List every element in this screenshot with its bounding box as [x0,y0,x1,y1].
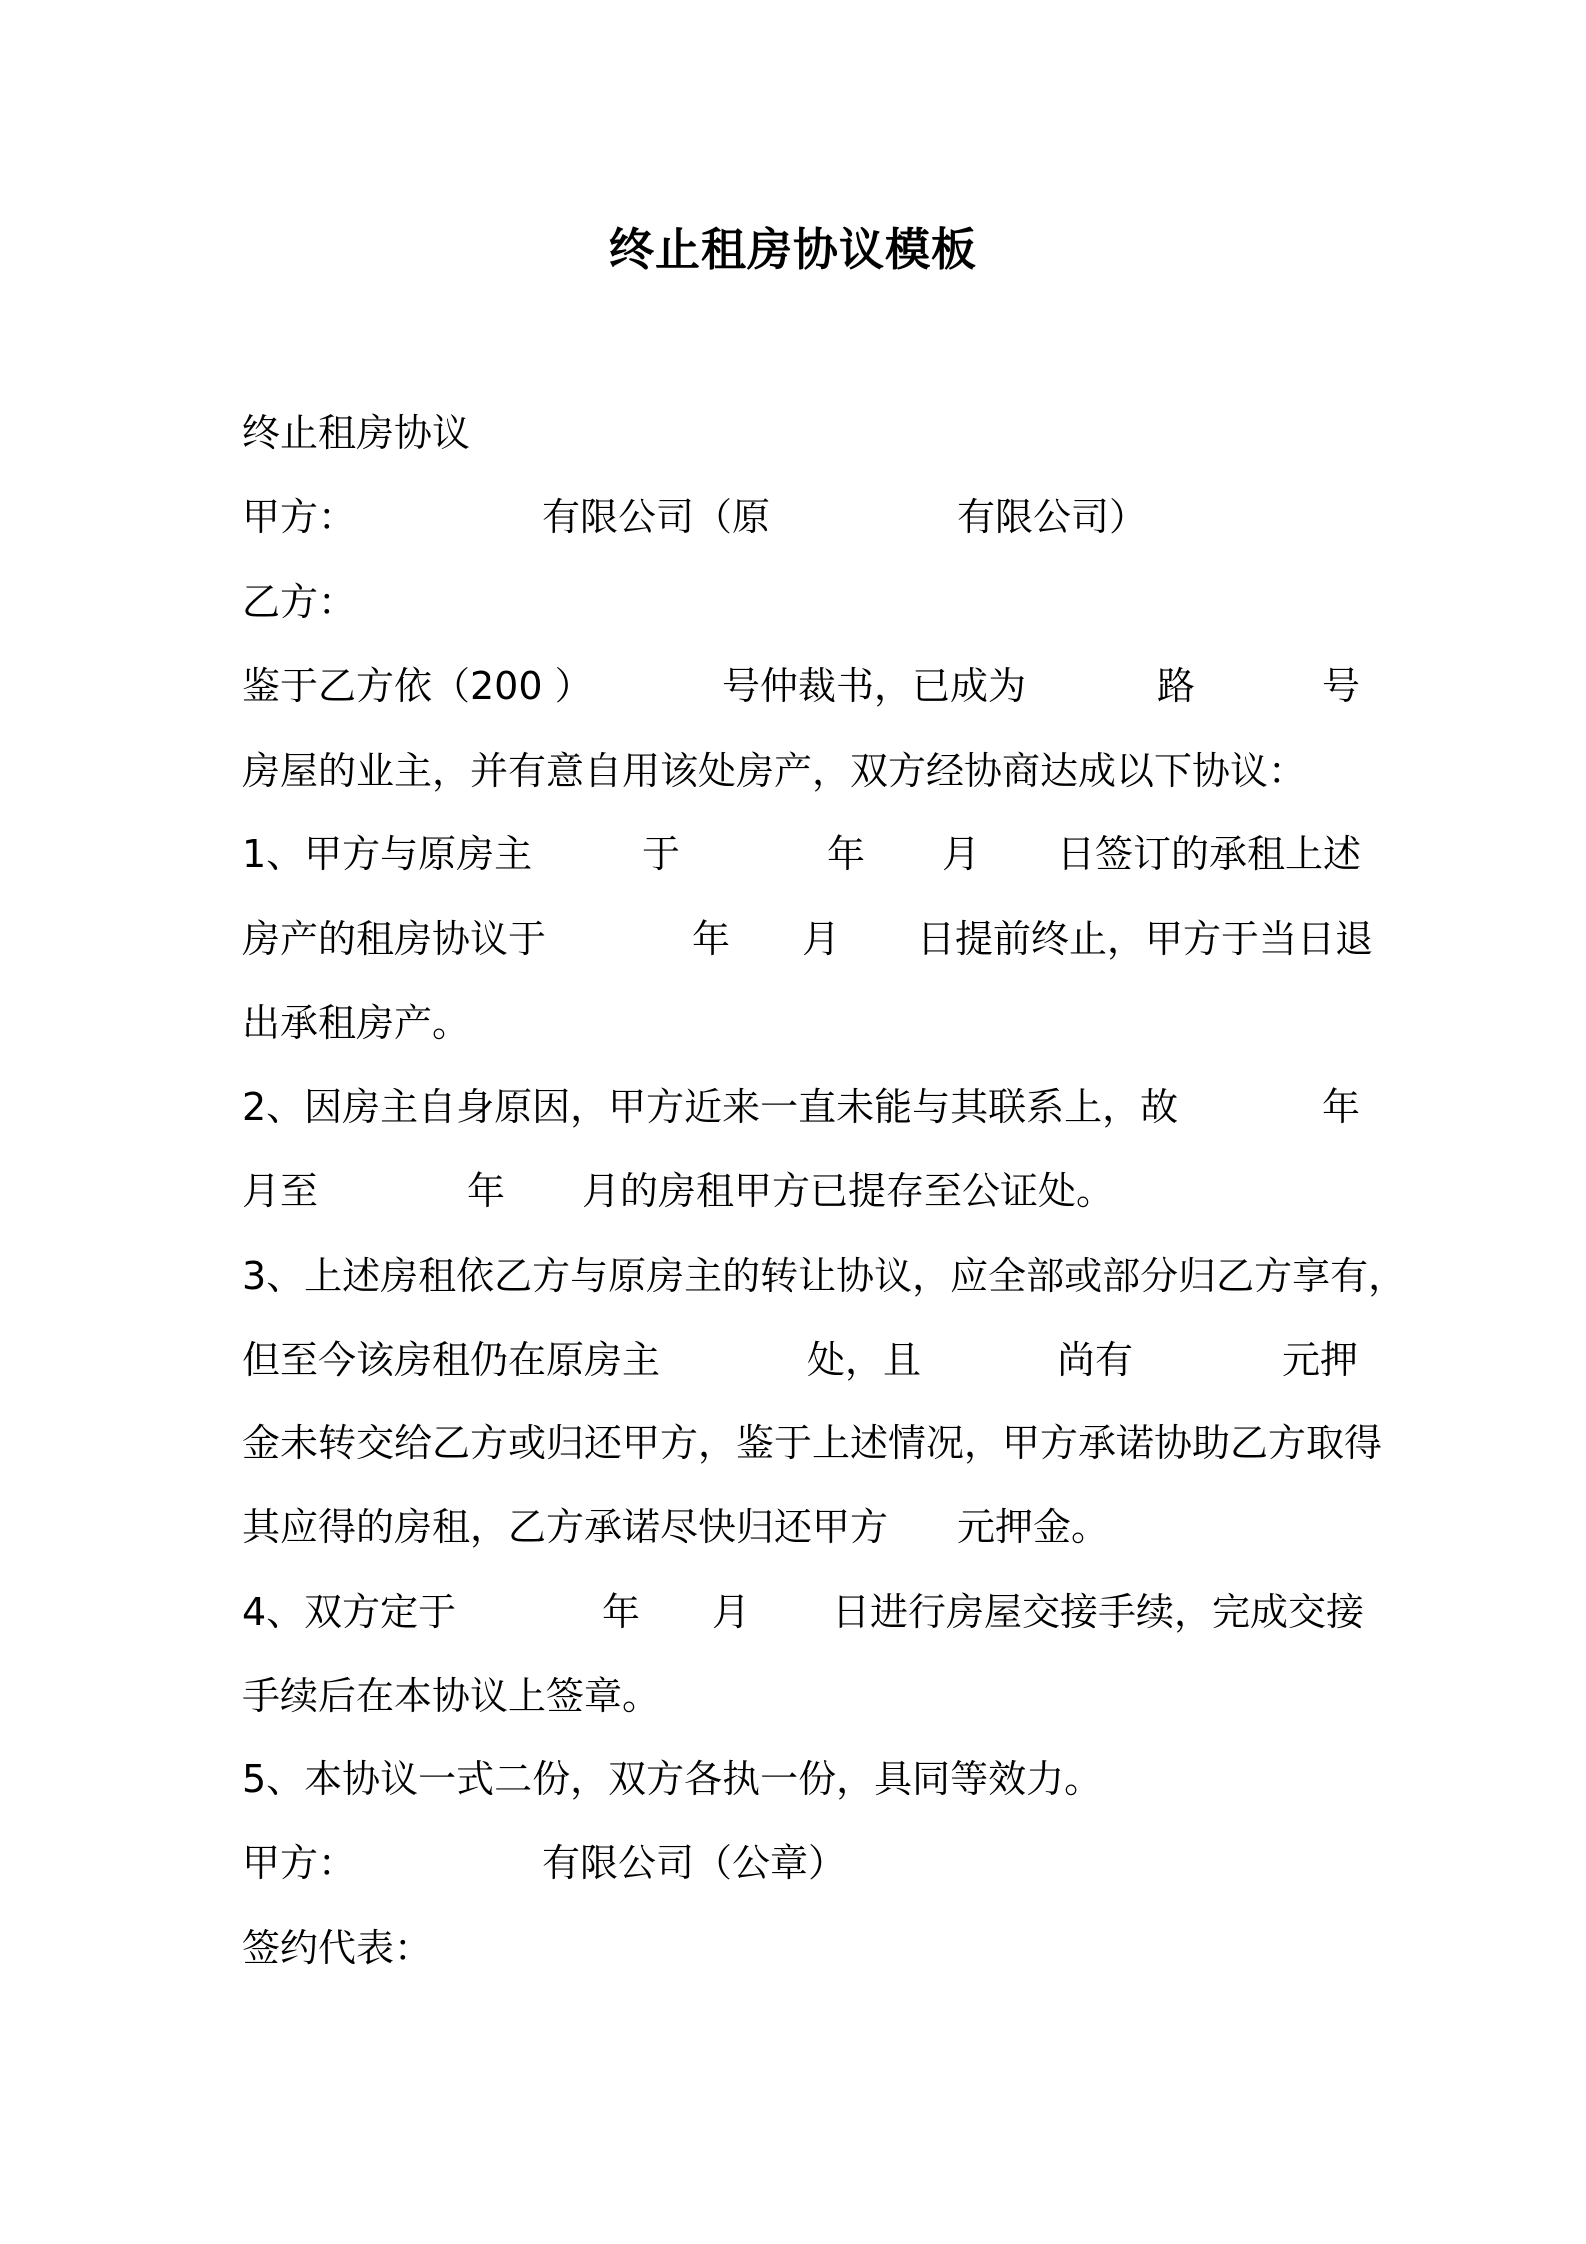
line-text: 日提前终止，甲方于当日退 [917,917,1374,961]
line-text: 2、因房主自身原因，甲方近来一直未能与其联系上，故 [242,1085,1179,1129]
clause-4-line [242,1669,661,1723]
line-text: 月 [802,917,841,961]
line-text: 有限公司） [957,495,1148,539]
line-text: 元押 [1282,1338,1359,1382]
line-text: 路 [1157,664,1196,708]
clause-4-line [242,1585,1365,1639]
line-text: 终止租房协议 [242,411,471,455]
clause-1-line [242,912,1374,966]
party-a-seal-line [242,1836,847,1890]
clause-1-line [242,827,1362,881]
line-text: 号仲裁书，已成为 [722,664,1027,708]
line-text: 但至今该房租仍在原房主 [242,1338,661,1382]
line-text: 手续后在本协议上签章。 [242,1674,661,1718]
clause-5-line [242,1752,1103,1806]
clause-2-line [242,1080,1361,1134]
party-b-line [242,575,357,629]
line-text: 房产的租房协议于 [242,917,547,961]
line-text: 1、甲方与原房主 [242,832,533,876]
line-text: 日进行房屋交接手续，完成交接 [832,1590,1365,1634]
line-text: 金未转交给乙方或归还甲方，鉴于上述情况，甲方承诺协助乙方取得 [242,1421,1383,1465]
clause-3-line [242,1249,1407,1303]
line-text: 有限公司（原 [542,495,771,539]
line-text: 号 [1322,664,1361,708]
signatory-line [242,1921,433,1975]
line-text: 有限公司（公章） [542,1841,847,1885]
line-text: 于 [642,832,681,876]
clause-2-line [242,1164,1115,1218]
line-text: 其应得的房租，乙方承诺尽快归还甲方 [242,1505,889,1549]
signatory-label: 签约代表： [242,1926,433,1970]
line-text: 出承租房产。 [242,1001,471,1045]
line-text: 年 [602,1590,641,1634]
line-text: 年 [467,1169,506,1213]
clause-1-line [242,996,471,1050]
line-text: 3、上述房租依乙方与原房主的转让协议，应全部或部分归乙方享有， [242,1254,1407,1298]
line-text: 月的房租甲方已提存至公证处。 [582,1169,1115,1213]
party-a-label: 甲方： [242,495,357,539]
line-text: 年 [1322,1085,1361,1129]
line-text: 月 [712,1590,751,1634]
line-text: 月至 [242,1169,319,1213]
line-text: 年 [827,832,866,876]
line-text: 日签订的承租上述 [1057,832,1362,876]
line-text: 5、本协议一式二份，双方各执一份，具同等效力。 [242,1757,1103,1801]
line-text: 处，且 [807,1338,922,1382]
section-heading [242,406,471,460]
paragraph-line [242,744,1307,798]
party-a-label: 甲方： [242,1841,357,1885]
clause-3-line [242,1333,1359,1387]
paragraph-line [242,659,1361,713]
document-title: 终止租房协议模板 [608,223,977,276]
line-text: 元押金。 [957,1505,1110,1549]
line-text: 鉴于乙方依（200 ） [242,664,593,708]
line-text: 4、双方定于 [242,1590,457,1634]
line-text: 月 [942,832,981,876]
line-text: 房屋的业主，并有意自用该处房产，双方经协商达成以下协议： [242,749,1307,793]
line-text: 尚有 [1057,1338,1134,1382]
clause-3-line [242,1500,1110,1554]
line-text: 年 [692,917,731,961]
clause-3-line [242,1416,1383,1470]
party-b-label: 乙方： [242,580,357,624]
party-a-line [242,490,1148,544]
